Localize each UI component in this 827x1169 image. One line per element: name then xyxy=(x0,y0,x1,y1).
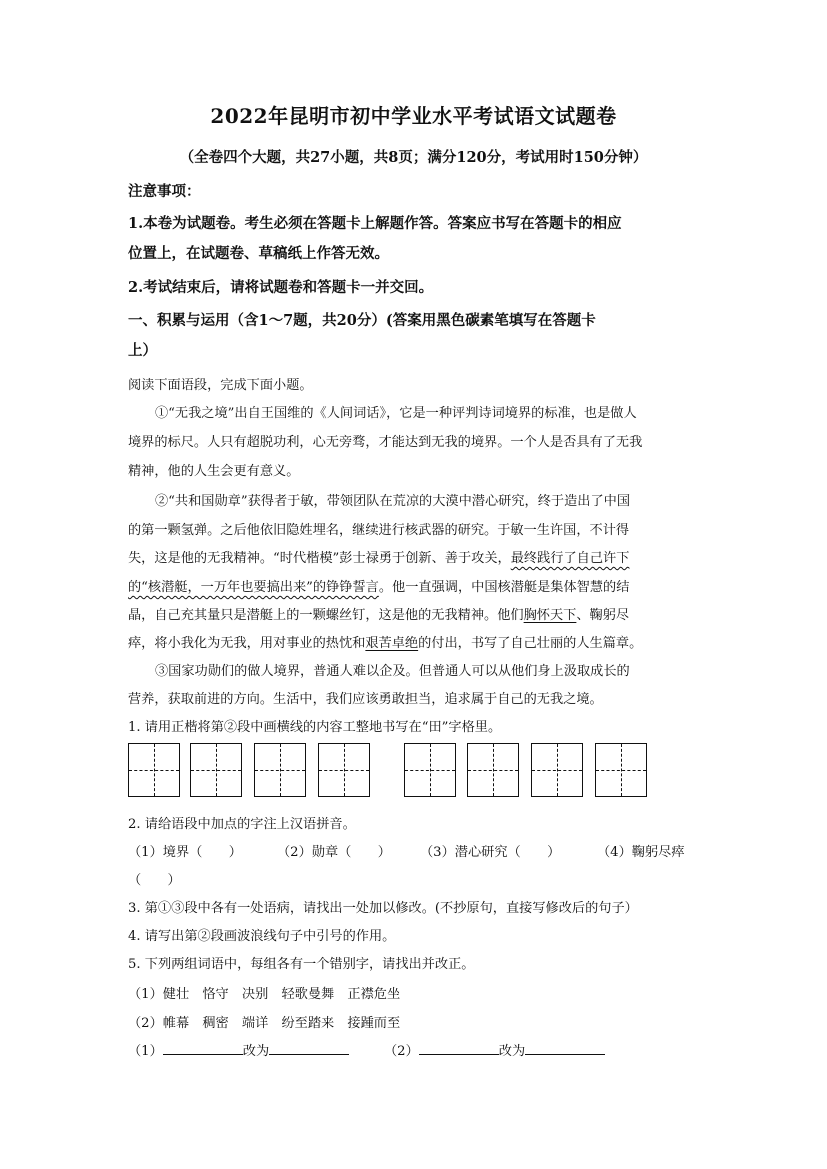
passage-p2-line-6 xyxy=(128,632,642,651)
q2-option-4: （4）鞠躬尽瘁 xyxy=(597,845,685,860)
p2-line-4-text: 。他一直强调，中国核潜艇是集体智慧的结 xyxy=(378,580,630,595)
q2-option-1: （1）境界（ ） xyxy=(128,845,242,860)
question-1: 1. 请用正楷将第②段中画横线的内容工整地书写在“田”字格里。 xyxy=(128,720,502,735)
question-3: 3. 第①③段中各有一处语病，请找出一处加以修改。(不抄原句，直接写修改后的句子） xyxy=(128,901,638,916)
underlined-phrase-1: 胸怀天下 xyxy=(523,608,577,623)
q5-answer-line-2 xyxy=(384,1040,605,1059)
notice-heading: 注意事项： xyxy=(128,183,201,200)
writing-grid-cell[interactable] xyxy=(254,743,306,797)
question-5: 5. 下列两组词语中，每组各有一个错别字，请找出并改正。 xyxy=(128,957,475,972)
exam-info: （全卷四个大题，共27小题，共8页；满分120分，考试用时150分钟） xyxy=(179,149,648,166)
writing-grid-cell[interactable] xyxy=(318,743,370,797)
q5-answer-1-label: （1） xyxy=(128,1044,163,1059)
writing-grid-cell[interactable] xyxy=(467,743,519,797)
writing-grid-cell[interactable] xyxy=(404,743,456,797)
notice-item-1-line-2: 位置上，在试题卷、草稿纸上作答无效。 xyxy=(128,245,389,262)
section-heading-line-2: 上） xyxy=(128,342,157,359)
q2-option-4-answer-blank[interactable]: （ ） xyxy=(128,873,181,888)
q5-answer-1-change-to: 改为 xyxy=(242,1044,270,1059)
passage-p2-line-2: 的第一颗氢弹。之后他依旧隐姓埋名，继续进行核武器的研究。于敏一生许国，不计得 xyxy=(128,523,630,538)
wavy-underlined-sentence-part-2: 的“核潜艇，一万年也要搞出来”的铮铮誓言 xyxy=(128,580,379,595)
q5-answer-2-change-to: 改为 xyxy=(498,1044,526,1059)
passage-p1-line-3: 精神，他的人生会更有意义。 xyxy=(128,464,300,479)
q5-answer-1-wrong-blank[interactable] xyxy=(163,1042,243,1055)
wavy-underlined-sentence-part-1: 最终践行了自己许下 xyxy=(510,551,630,566)
question-4: 4. 请写出第②段画波浪线句子中引号的作用。 xyxy=(128,929,396,944)
writing-grid-cell[interactable] xyxy=(128,743,180,797)
passage-p2-line-5 xyxy=(128,604,629,623)
q5-answer-2-wrong-blank[interactable] xyxy=(419,1042,499,1055)
q5-answer-line-1 xyxy=(128,1040,349,1059)
passage-p2-line-4 xyxy=(128,576,629,595)
p2-line-5-tail: 、鞠躬尽 xyxy=(576,608,630,623)
passage-p1-line-2: 境界的标尺。人只有超脱功利，心无旁骛，才能达到无我的境界。一个人是否具有了无我 xyxy=(128,435,643,450)
p2-line-6-text: 瘁，将小我化为无我，用对事业的热忱和 xyxy=(128,636,366,651)
p2-line-5-text: 晶，自己充其量只是潜艇上的一颗螺丝钉，这是他的无我精神。他们 xyxy=(128,608,524,623)
q5-answer-2-correct-blank[interactable] xyxy=(525,1042,605,1055)
underlined-phrase-2: 艰苦卓绝 xyxy=(365,636,419,651)
q2-option-3: （3）潜心研究（ ） xyxy=(420,845,561,860)
p2-line-6-tail: 的付出，书写了自己壮丽的人生篇章。 xyxy=(418,636,643,651)
section-heading-line-1: 一、积累与运用（含1～7题，共20分）(答案用黑色碳素笔填写在答题卡 xyxy=(128,312,596,329)
notice-item-1-line-1: 1.本卷为试题卷。考生必须在答题卡上解题作答。答案应书写在答题卡的相应 xyxy=(128,215,622,232)
passage-p3-line-2: 营养，获取前进的方向。生活中，我们应该勇敢担当，追求属于自己的无我之境。 xyxy=(128,692,603,707)
q5-group-1: （1）健壮 恪守 决别 轻歌曼舞 正襟危坐 xyxy=(128,987,401,1002)
question-2: 2. 请给语段中加点的字注上汉语拼音。 xyxy=(128,817,356,832)
q2-option-2: （2）勋章（ ） xyxy=(277,845,391,860)
passage-p1-line-1: ①“无我之境”出自王国维的《人间词话》，它是一种评判诗词境界的标准，也是做人 xyxy=(155,406,637,421)
passage-p2-line-3 xyxy=(128,547,629,566)
q5-answer-1-correct-blank[interactable] xyxy=(269,1042,349,1055)
q5-group-2: （2）帷幕 稠密 端详 纷至踏来 接踵而至 xyxy=(128,1016,401,1031)
passage-p3-line-1: ③国家功勋们的做人境界，普通人难以企及。但普通人可以从他们身上汲取成长的 xyxy=(155,664,630,679)
q5-answer-2-label: （2） xyxy=(384,1044,419,1059)
passage-intro: 阅读下面语段，完成下面小题。 xyxy=(128,378,313,393)
writing-grid-cell[interactable] xyxy=(190,743,242,797)
writing-grid-cell[interactable] xyxy=(531,743,583,797)
notice-item-2: 2.考试结束后，请将试题卷和答题卡一并交回。 xyxy=(128,279,434,296)
writing-grid-cell[interactable] xyxy=(595,743,647,797)
p2-line-3-text: 失，这是他的无我精神。“时代楷模”彭士禄勇于创新、善于攻关， xyxy=(128,551,511,566)
page-title: 2022年昆明市初中学业水平考试语文试题卷 xyxy=(210,104,617,128)
passage-p2-line-1: ②“共和国勋章”获得者于敏，带领团队在荒凉的大漠中潜心研究，终于造出了中国 xyxy=(155,494,631,509)
